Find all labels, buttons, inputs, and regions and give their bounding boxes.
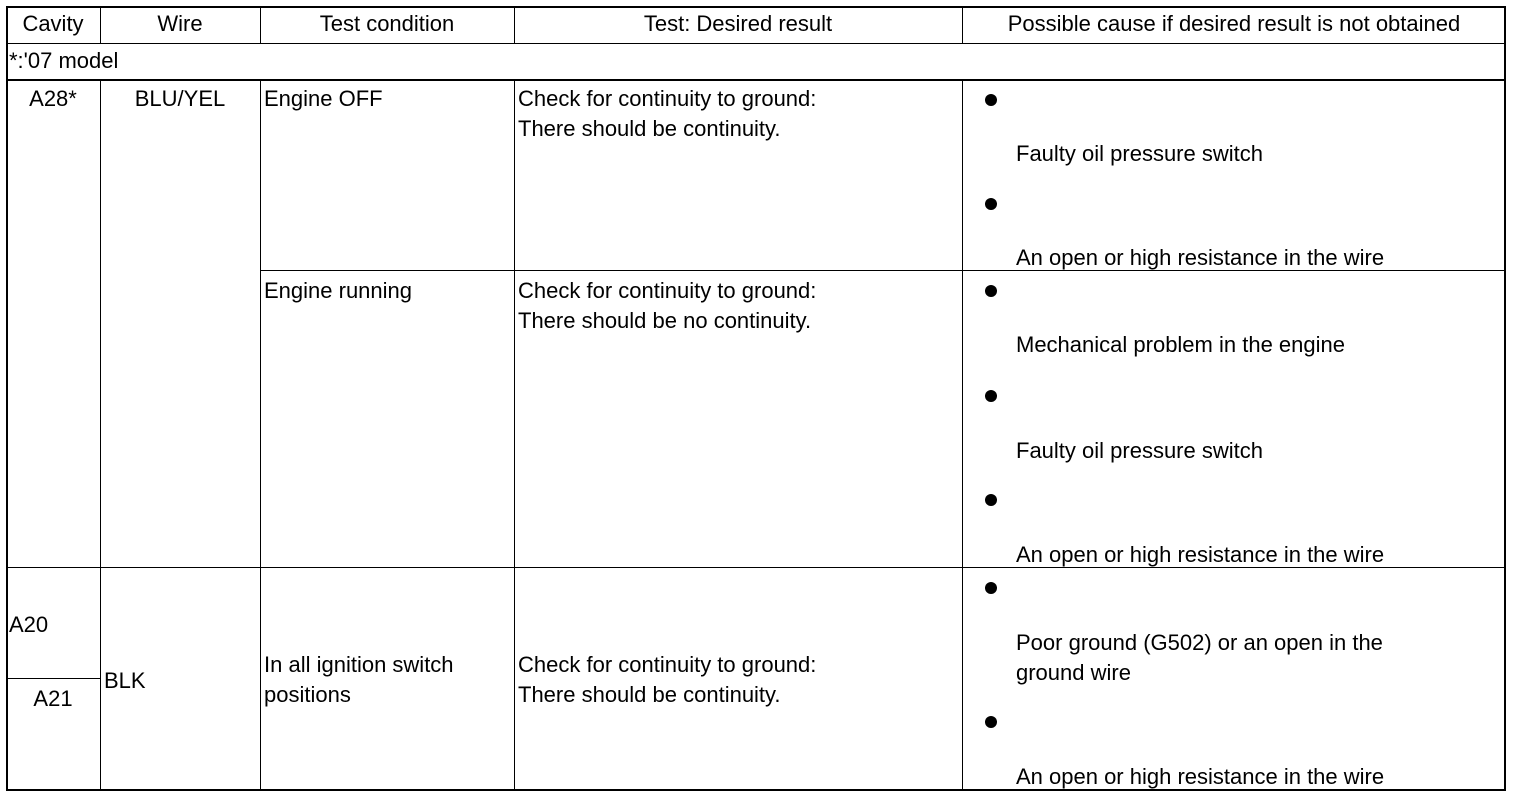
row2-cavity-b: A21 <box>33 686 73 711</box>
col-divider-2 <box>260 80 261 791</box>
row2-result-line2: There should be continuity. <box>518 682 781 707</box>
row1-wire: BLU/YEL <box>134 86 226 111</box>
row2-condition-line2: positions <box>264 682 351 707</box>
bullet-icon <box>985 582 997 594</box>
row2-cavity-a: A20 <box>9 612 49 637</box>
row1-cause-2a: Mechanical problem in the engine <box>1016 332 1345 357</box>
row1-result-1-line1: Check for continuity to ground: <box>518 86 817 111</box>
row2-wire: BLK <box>104 668 146 693</box>
header-desired-result: Test: Desired result <box>643 11 833 36</box>
header-wire: Wire <box>157 11 203 36</box>
row1-result-2-line2: There should be no continuity. <box>518 308 812 333</box>
row1-cause-1a: Faulty oil pressure switch <box>1016 141 1263 166</box>
row1-result-1-line2: There should be continuity. <box>518 116 781 141</box>
col-divider-4 <box>962 80 963 791</box>
row1-cavity: A28* <box>29 86 77 111</box>
bullet-icon <box>985 94 997 106</box>
row2-cause-a-line1: Poor ground (G502) or an open in the <box>1016 630 1383 655</box>
col-divider-3 <box>514 80 515 791</box>
bullet-icon <box>985 198 997 210</box>
row1-cause-2b: Faulty oil pressure switch <box>1016 438 1263 463</box>
row1-condition-2: Engine running <box>264 278 413 303</box>
row2-condition-line1: In all ignition switch <box>264 652 454 677</box>
bullet-icon <box>985 494 997 506</box>
header-test-condition: Test condition <box>319 11 455 36</box>
header-possible-cause: Possible cause if desired result is not obtained <box>1007 11 1461 36</box>
row2-cause-b: An open or high resistance in the wire <box>1016 764 1385 789</box>
row1-cause-1b: An open or high resistance in the wire <box>1016 245 1385 270</box>
bullet-icon <box>985 390 997 402</box>
header-divider <box>6 43 1506 44</box>
row1-condition-1: Engine OFF <box>264 86 383 111</box>
header-cavity: Cavity <box>22 11 84 36</box>
note-divider <box>6 79 1506 81</box>
row2-result-line1: Check for continuity to ground: <box>518 652 817 677</box>
model-note: *:'07 model <box>9 48 119 73</box>
row2-cause-a-line2: ground wire <box>1016 660 1131 685</box>
bullet-icon <box>985 285 997 297</box>
row1-result-2-line1: Check for continuity to ground: <box>518 278 817 303</box>
bullet-icon <box>985 716 997 728</box>
cavity-split-divider <box>6 678 100 679</box>
row1-cause-2c: An open or high resistance in the wire <box>1016 542 1385 567</box>
col-divider-1 <box>100 80 101 791</box>
